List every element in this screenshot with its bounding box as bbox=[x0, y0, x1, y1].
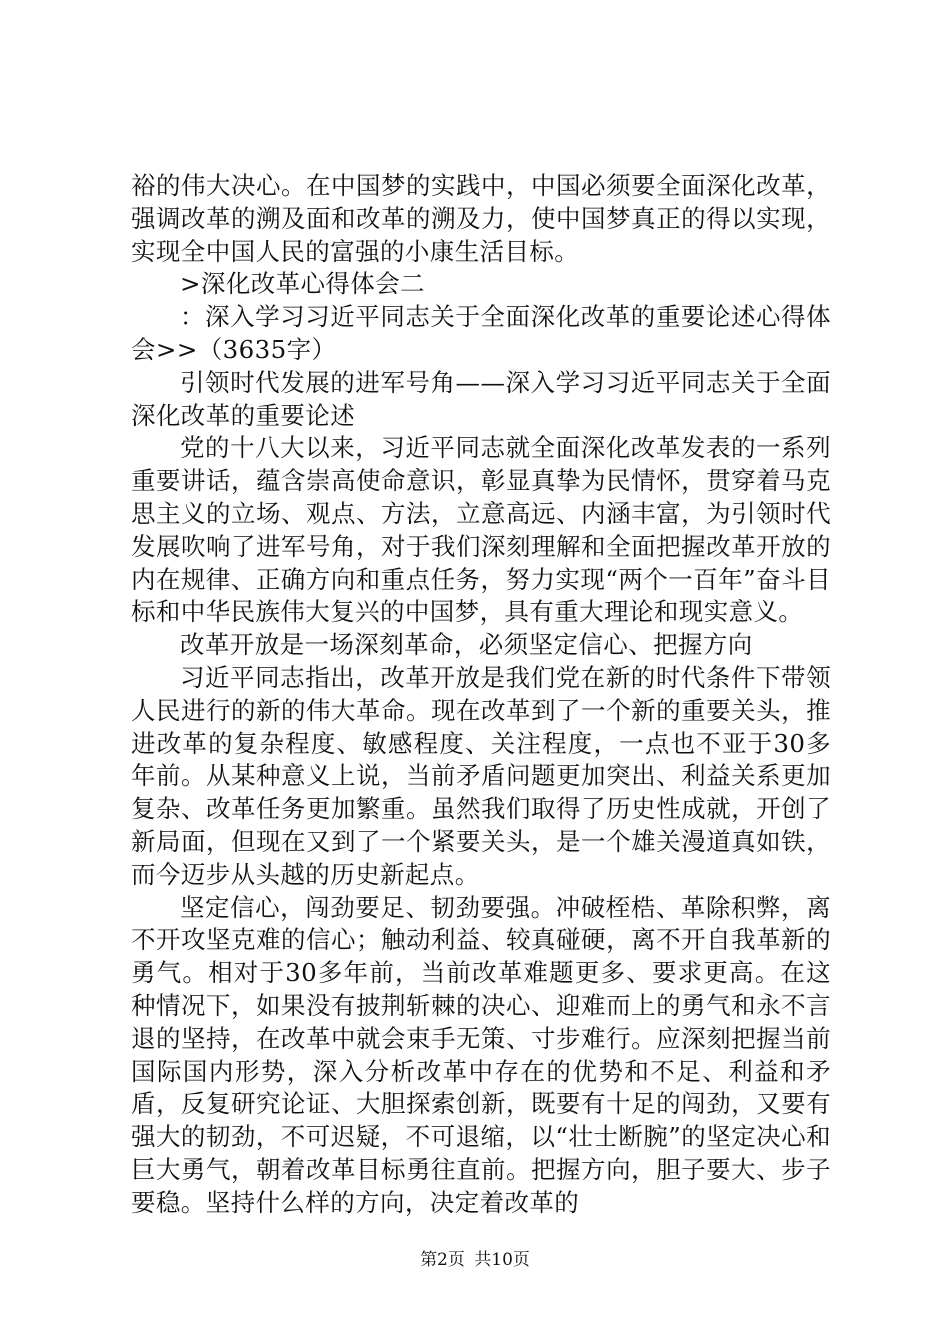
page-footer bbox=[0, 1245, 950, 1270]
article-title: 引领时代发展的进军号角——深入学习习近平同志关于全面深化改革的重要论述 bbox=[131, 367, 831, 430]
page-total: 共10页 bbox=[474, 1250, 530, 1270]
paragraph-intro: 党的十八大以来，习近平同志就全面深化改革发表的一系列重要讲话，蕴含崇高使命意识，彰显真挚为民情怀，贯穿着马克思主义的立场、观点、方法，立意高远、内涵丰富，为引领时代发展吹响了进军号角，对于我们深刻理解和全面把握改革开放的内在规律、正确方向和重点任务，努力实现“两个一百年”奋斗目标和中华民族伟大复兴的中国梦，具有重大理论和现实意义。 bbox=[131, 433, 831, 627]
paragraph-continuation: 裕的伟大决心。在中国梦的实践中，中国必须要全面深化改革，强调改革的溯及面和改革的溯及力，使中国梦真正的得以实现，实现全中国人民的富强的小康生活目标。 bbox=[131, 171, 831, 266]
paragraph-body: 坚定信心，闯劲要足、韧劲要强。冲破桎梏、革除积弊，离不开攻坚克难的信心；触动利益、较真碰硬，离不开自我革新的勇气。相对于30多年前，当前改革难题更多、要求更高。在这种情况下，如果没有披荆斩棘的决心、迎难而上的勇气和永不言退的坚持，在改革中就会束手无策、寸步难行。应深刻把握当前国际国内形势，深入分析改革中存在的优势和不足、利益和矛盾，反复研究论证、大胆探索创新，既要有十足的闯劲，又要有强大的韧劲，不可迟疑，不可退缩，以“壮士断腕”的坚定决心和巨大勇气，朝着改革目标勇往直前。把握方向，胆子要大、步子要稳。坚持什么样的方向，决定着改革的 bbox=[131, 892, 831, 1217]
document-body bbox=[131, 170, 831, 1220]
article-link-title[interactable]: ：深入学习习近平同志关于全面深化改革的重要论述心得体会>>（3635字） bbox=[131, 302, 831, 364]
subheading: 改革开放是一场深刻革命，必须坚定信心、把握方向 bbox=[180, 630, 753, 660]
section-heading-link[interactable]: >深化改革心得体会二 bbox=[180, 269, 426, 299]
page-number: 第2页 bbox=[420, 1250, 465, 1270]
paragraph-body: 习近平同志指出，改革开放是我们党在新的时代条件下带领人民进行的新的伟大革命。现在改革到了一个新的重要关头，推进改革的复杂程度、敏感程度、关注程度，一点也不亚于30多年前。从某种意义上说，当前矛盾问题更加突出、利益关系更加复杂、改革任务更加繁重。虽然我们取得了历史性成就，开创了新局面，但现在又到了一个紧要关头，是一个雄关漫道真如铁，而今迈步从头越的历史新起点。 bbox=[131, 662, 831, 889]
